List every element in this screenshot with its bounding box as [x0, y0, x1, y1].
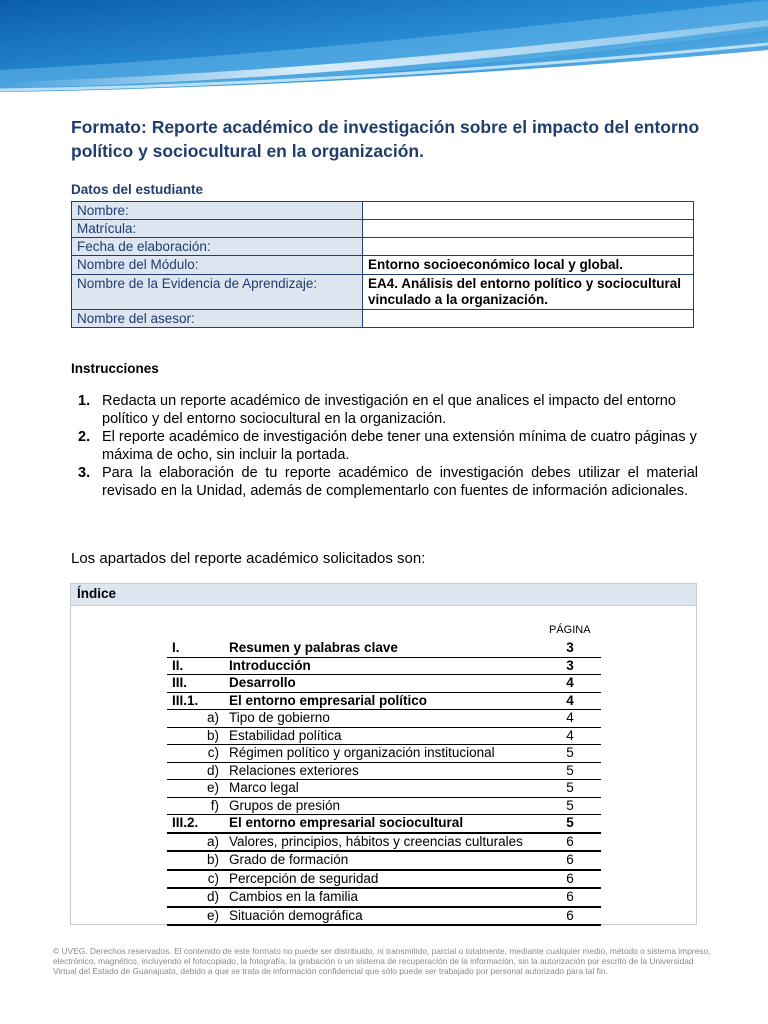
table-row — [167, 762, 601, 780]
table-row — [72, 202, 694, 220]
table-row — [167, 815, 601, 833]
toc-title: Desarrollo — [224, 675, 539, 693]
toc-number: II. — [167, 657, 224, 675]
toc-title: Resumen y palabras clave — [224, 640, 539, 657]
row-label: Nombre: — [72, 202, 363, 220]
row-value[interactable] — [363, 220, 694, 238]
item-number: 2. — [78, 429, 91, 445]
toc-title: El entorno empresarial sociocultural — [224, 815, 539, 833]
item-text: Redacta un reporte académico de investigación en el que analices el impacto del entorno político y del entorno sociocultural en la organización. — [102, 393, 676, 427]
toc-page: 6 — [539, 851, 601, 870]
toc-title: Relaciones exteriores — [224, 762, 539, 780]
item-number: 1. — [78, 393, 91, 409]
row-label: Fecha de elaboración: — [72, 238, 363, 256]
toc-title: Cambios en la familia — [224, 888, 539, 907]
toc-page: 4 — [539, 692, 601, 710]
toc-title: Marco legal — [224, 780, 539, 798]
table-row — [167, 888, 601, 907]
list-item — [78, 428, 698, 464]
list-item — [78, 392, 698, 428]
toc-page: 5 — [539, 762, 601, 780]
index-heading: Índice — [71, 584, 696, 606]
student-data-heading: Datos del estudiante — [71, 182, 204, 197]
toc-page: 3 — [539, 640, 601, 657]
toc-title: Grado de formación — [224, 851, 539, 870]
table-row — [167, 851, 601, 870]
toc-number: a) — [167, 710, 224, 728]
page-column-label: PÁGINA — [549, 624, 591, 636]
toc-number: b) — [167, 851, 224, 870]
list-item — [78, 464, 698, 500]
row-value[interactable]: EA4. Análisis del entorno político y sociocultural vinculado a la organización. — [363, 275, 694, 310]
toc-number: f) — [167, 797, 224, 815]
row-label: Nombre del asesor: — [72, 310, 363, 328]
toc-title: El entorno empresarial político — [224, 692, 539, 710]
toc-title: Introducción — [224, 657, 539, 675]
row-label: Nombre de la Evidencia de Aprendizaje: — [72, 275, 363, 310]
toc-title: Situación demográfica — [224, 907, 539, 926]
document-title: Formato: Reporte académico de investigación sobre el impacto del entorno político y sociocultural en la organización. — [71, 117, 700, 161]
instructions-list — [78, 392, 698, 500]
row-value[interactable]: Entorno socioeconómico local y global. — [363, 256, 694, 275]
table-row — [167, 710, 601, 728]
toc-number: III.2. — [167, 815, 224, 833]
instructions-heading: Instrucciones — [71, 361, 159, 376]
item-number: 3. — [78, 465, 91, 481]
table-row — [167, 640, 601, 657]
toc-number: c) — [167, 870, 224, 889]
table-row — [167, 780, 601, 798]
toc-page: 5 — [539, 745, 601, 763]
table-row — [167, 675, 601, 693]
table-row — [72, 220, 694, 238]
toc-number: b) — [167, 727, 224, 745]
row-value[interactable] — [363, 238, 694, 256]
table-row — [167, 797, 601, 815]
table-row — [72, 275, 694, 310]
row-value[interactable] — [363, 310, 694, 328]
toc-title: Valores, principios, hábitos y creencias culturales — [224, 833, 539, 852]
toc-page: 6 — [539, 833, 601, 852]
row-label: Nombre del Módulo: — [72, 256, 363, 275]
toc-page: 3 — [539, 657, 601, 675]
toc-page: 6 — [539, 870, 601, 889]
table-of-contents — [167, 640, 601, 926]
toc-title: Percepción de seguridad — [224, 870, 539, 889]
toc-page: 6 — [539, 907, 601, 926]
toc-title: Grupos de presión — [224, 797, 539, 815]
table-row — [167, 657, 601, 675]
item-text: El reporte académico de investigación debe tener una extensión mínima de cuatro páginas y máxima de ocho, sin incluir la portada. — [102, 429, 697, 463]
header-banner — [0, 0, 768, 100]
table-row — [167, 833, 601, 852]
table-row — [72, 238, 694, 256]
toc-number: III. — [167, 675, 224, 693]
toc-number: c) — [167, 745, 224, 763]
item-text: Para la elaboración de tu reporte académico de investigación debes utilizar el material revisado en la Unidad, además de complementarlo con fuentes de información adicionales. — [102, 465, 698, 499]
toc-number: a) — [167, 833, 224, 852]
toc-number: III.1. — [167, 692, 224, 710]
table-row — [167, 692, 601, 710]
table-row — [167, 727, 601, 745]
toc-number: e) — [167, 780, 224, 798]
copyright-footer: © UVEG. Derechos reservados. El contenido de este formato no puede ser distribuido, ni transmitido, parcial o totalmente, mediante cualquier medio, método o sistema impreso, electrónico, magnético, incluyendo el fotocopiado, la fotografía, la grabación o un sistema de recuperación de la información, sin la autorización por escrito de la Universidad Virtual del Estado de Guanajuato, debido a que se trata de información confidencial que sólo puede ser trabajado por personal autorizado para tal fin. — [53, 946, 711, 976]
row-value[interactable] — [363, 202, 694, 220]
table-row — [72, 310, 694, 328]
toc-number: I. — [167, 640, 224, 657]
toc-title: Régimen político y organización institucional — [224, 745, 539, 763]
toc-page: 6 — [539, 888, 601, 907]
sections-intro: Los apartados del reporte académico solicitados son: — [71, 550, 426, 567]
table-row — [167, 870, 601, 889]
table-row — [72, 256, 694, 275]
table-row — [167, 907, 601, 926]
toc-page: 5 — [539, 780, 601, 798]
toc-page: 5 — [539, 797, 601, 815]
table-row — [167, 745, 601, 763]
toc-page: 5 — [539, 815, 601, 833]
toc-page: 4 — [539, 727, 601, 745]
toc-page: 4 — [539, 675, 601, 693]
row-label: Matrícula: — [72, 220, 363, 238]
toc-title: Tipo de gobierno — [224, 710, 539, 728]
toc-number: d) — [167, 762, 224, 780]
toc-title: Estabilidad política — [224, 727, 539, 745]
toc-number: e) — [167, 907, 224, 926]
toc-number: d) — [167, 888, 224, 907]
toc-page: 4 — [539, 710, 601, 728]
student-data-table — [71, 201, 694, 328]
